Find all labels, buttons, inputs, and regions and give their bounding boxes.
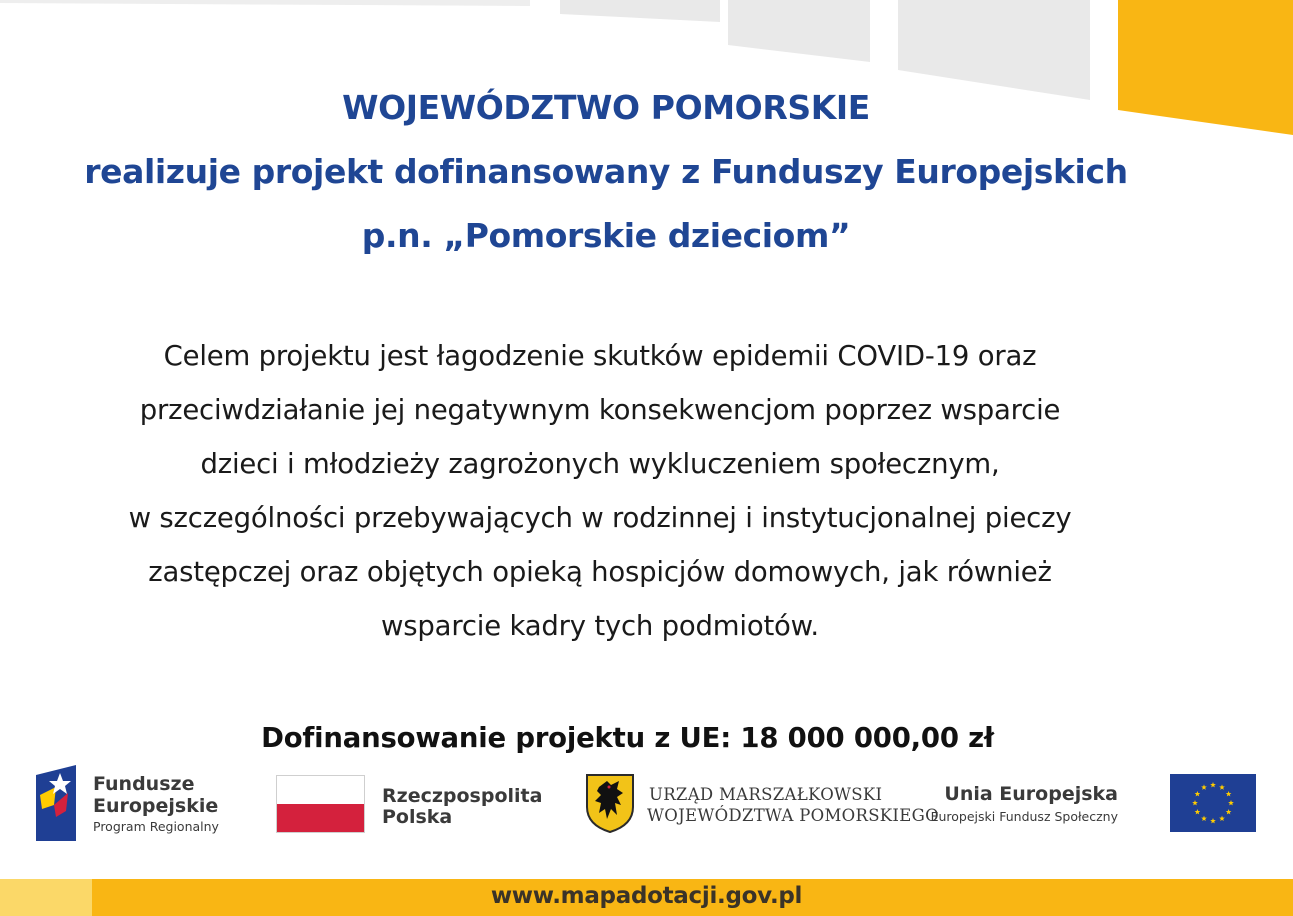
urzad-line-2: WOJEWÓDZTWA POMORSKIEGO — [647, 806, 939, 825]
unia-line-1: Unia Europejska — [944, 783, 1118, 805]
footer-website-link[interactable]: www.mapadotacji.gov.pl — [490, 883, 803, 909]
urzad-line-1: URZĄD MARSZAŁKOWSKI — [649, 785, 883, 804]
fundusze-line-1: Fundusze — [93, 773, 195, 795]
description-line-5: zastępczej oraz objętych opieką hospicjów domowych, jak również — [148, 556, 1052, 588]
fundusze-europejskie-star-icon — [36, 765, 76, 841]
urzad-marszalkowski-logo — [585, 773, 939, 835]
fundusze-line-2: Europejskie — [93, 795, 219, 817]
footer-bar — [0, 879, 1293, 916]
description-line-2: przeciwdziałanie jej negatywnym konsekwencjom poprzez wsparcie — [139, 394, 1061, 426]
unia-line-2: Europejski Fundusz Społeczny — [930, 809, 1118, 824]
description-line-6: wsparcie kadry tych podmiotów. — [381, 610, 819, 642]
polish-flag-icon — [276, 775, 365, 833]
heading-line-1: WOJEWÓDZTWO POMORSKIE — [342, 88, 870, 127]
heading-line-3: p.n. „Pomorskie dzieciom” — [361, 216, 851, 255]
description-line-4: w szczególności przebywających w rodzinnej i instytucjonalnej pieczy — [128, 502, 1072, 534]
griffin-coat-of-arms-icon — [585, 773, 635, 833]
rzeczpospolita-polska-logo — [276, 775, 543, 835]
fundusze-line-3: Program Regionalny — [93, 819, 219, 834]
polska-line-2: Polska — [382, 806, 453, 828]
eu-flag-icon — [1170, 774, 1256, 832]
description-line-1: Celem projektu jest łagodzenie skutków epidemii COVID-19 oraz — [163, 340, 1037, 372]
fundusze-europejskie-logo — [36, 765, 226, 841]
description-line-3: dzieci i młodzieży zagrożonych wykluczeniem społecznym, — [200, 448, 1000, 480]
unia-europejska-logo — [930, 773, 1256, 835]
funding-amount: Dofinansowanie projektu z UE: 18 000 000,00 zł — [261, 722, 994, 754]
heading-line-2: realizuje projekt dofinansowany z Funduszy Europejskich — [84, 152, 1128, 191]
polska-line-1: Rzeczpospolita — [382, 785, 543, 807]
